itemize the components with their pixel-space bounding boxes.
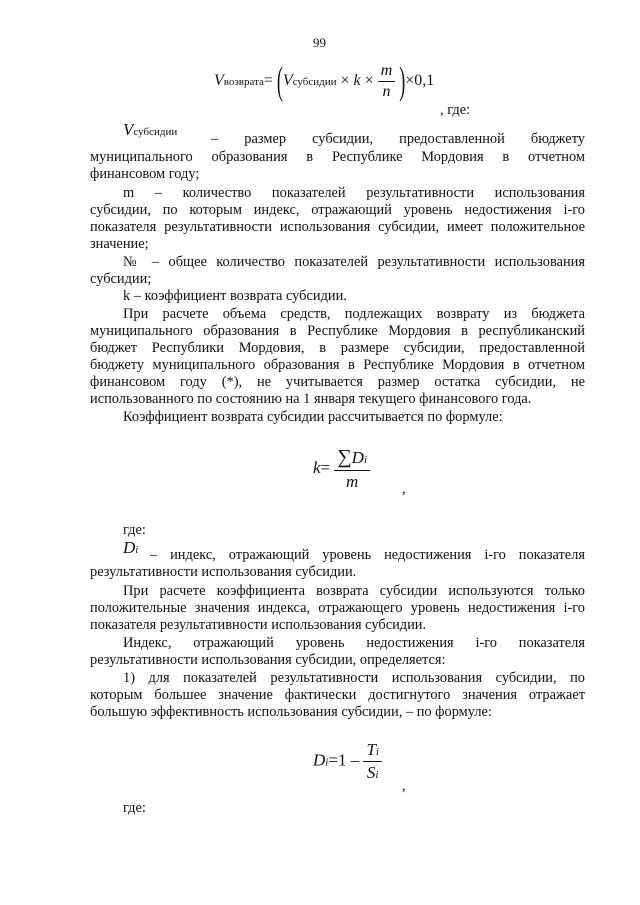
para-positive-line3: показателя результативности использования субсидии. — [90, 617, 427, 633]
para-item1-line3: большую эффективность использования субсидии, – по формуле: — [90, 704, 492, 720]
para-item1-line2: которым большее значение фактически достигнутого значения отражает — [90, 687, 585, 703]
formula2-equals: = — [320, 457, 331, 477]
formula3-lhs-var: D — [313, 750, 326, 770]
def-n-line2: субсидии; — [90, 271, 152, 287]
formula-lhs-sub: возврата — [223, 76, 264, 89]
fraction-denominator: n — [382, 83, 391, 100]
def-m-line4: значение; — [90, 236, 149, 252]
formula-v-sub: субсидии — [292, 76, 337, 89]
formula-d-index — [313, 740, 382, 783]
formula-k: k — [353, 72, 361, 90]
formula3-numerator — [363, 740, 382, 762]
formula3-denominator — [363, 762, 382, 783]
def-d-var: D — [123, 538, 136, 557]
formula-tail: ×0,1 — [405, 72, 435, 90]
def-m-line1: m – количество показателей результативности использования — [123, 185, 585, 201]
para-item1-line1: 1) для показателей результативности использования субсидии, по — [123, 670, 585, 686]
def-m-line2: субсидии, по которым индекс, отражающий уровень недостижения i-го — [90, 202, 585, 218]
formula1-where: , где: — [440, 102, 471, 118]
para-calc-line4: бюджету муниципального образования в Республике Мордовия в отчетном — [90, 357, 585, 373]
para-index-line2: результативности использования субсидии, определяется: — [90, 652, 446, 668]
para-calc-line3: бюджет Республики Мордовия, в размере субсидии, предоставленной — [90, 340, 585, 356]
para-coef: Коэффициент возврата субсидии рассчитывается по формуле: — [123, 409, 503, 425]
formula3-equals: = — [328, 750, 338, 770]
formula2-fraction — [334, 446, 370, 492]
def-v-symbol — [123, 120, 177, 140]
formula2-comma: , — [402, 481, 406, 497]
formula2-numerator — [334, 446, 370, 471]
def-v-line1: – размер субсидии, предоставленной бюджету — [211, 131, 585, 147]
formula-lhs-var: V — [214, 72, 224, 90]
formula3-den-sub: i — [375, 769, 379, 781]
def-v-line2: муниципального образования в Республике Мордовия в отчетном — [90, 149, 585, 165]
para-index-line1: Индекс, отражающий уровень недостижения i-го показателя — [123, 635, 585, 651]
where-2: где: — [123, 522, 146, 538]
def-d-sub: i — [135, 544, 139, 556]
para-calc-line2: муниципального образования в Республике Мордовия в республиканский — [90, 323, 585, 339]
formula-times-2: × — [364, 72, 374, 90]
left-paren: ( — [276, 58, 283, 103]
para-positive-line1: При расчете коэффициента возврата субсидии используются только — [123, 583, 585, 599]
page-number: 99 — [313, 35, 326, 50]
para-calc-line5: финансовом году (*), не учитывается размер остатка субсидии, не — [90, 374, 585, 390]
def-k: k – коэффициент возврата субсидии. — [123, 288, 347, 304]
para-calc-line1: При расчете объема средств, подлежащих возврату из бюджета — [123, 306, 585, 322]
def-v-line3: финансовом году; — [90, 166, 200, 182]
def-v-var: V — [123, 120, 134, 139]
where-3: где: — [123, 800, 146, 816]
formula3-den-var: S — [366, 763, 376, 782]
right-paren: ) — [399, 58, 406, 103]
formula3-minus: – — [350, 750, 360, 770]
para-calc-line6: использованного по состоянию на 1 января текущего финансового года. — [90, 391, 532, 407]
formula-times-1: × — [340, 72, 350, 90]
formula2-num-var: D — [351, 448, 364, 467]
def-d-symbol — [123, 538, 138, 558]
formula2-lhs: k — [313, 457, 321, 477]
formula2-num-sub: i — [363, 454, 367, 466]
formula3-comma: , — [402, 778, 406, 794]
def-d-line1: – индекс, отражающий уровень недостижения i-го показателя — [150, 547, 585, 563]
formula-return-volume — [214, 58, 435, 103]
formula-k — [313, 446, 370, 492]
formula-fraction-m-n — [378, 62, 396, 101]
formula3-num-sub: i — [375, 746, 379, 758]
sum-symbol: ∑ — [337, 446, 352, 468]
formula3-num-var: T — [366, 740, 376, 759]
def-n-line1: № – общее количество показателей результативности использования — [123, 254, 585, 270]
formula2-denominator: m — [346, 472, 359, 491]
formula-v-var: V — [282, 72, 293, 90]
formula-equals: = — [263, 72, 273, 90]
formula3-one: 1 — [337, 750, 347, 770]
def-m-line3: показателя результативности использования субсидии, имеет положительное — [90, 219, 585, 235]
formula3-lhs-sub: i — [325, 756, 329, 769]
para-positive-line2: положительные значения индекса, отражающего уровень недостижения i-го — [90, 600, 585, 616]
def-d-line2: результативности использования субсидии. — [90, 564, 357, 580]
def-v-sub: субсидии — [133, 126, 178, 138]
fraction-numerator: m — [378, 62, 396, 82]
formula3-fraction — [363, 740, 382, 783]
